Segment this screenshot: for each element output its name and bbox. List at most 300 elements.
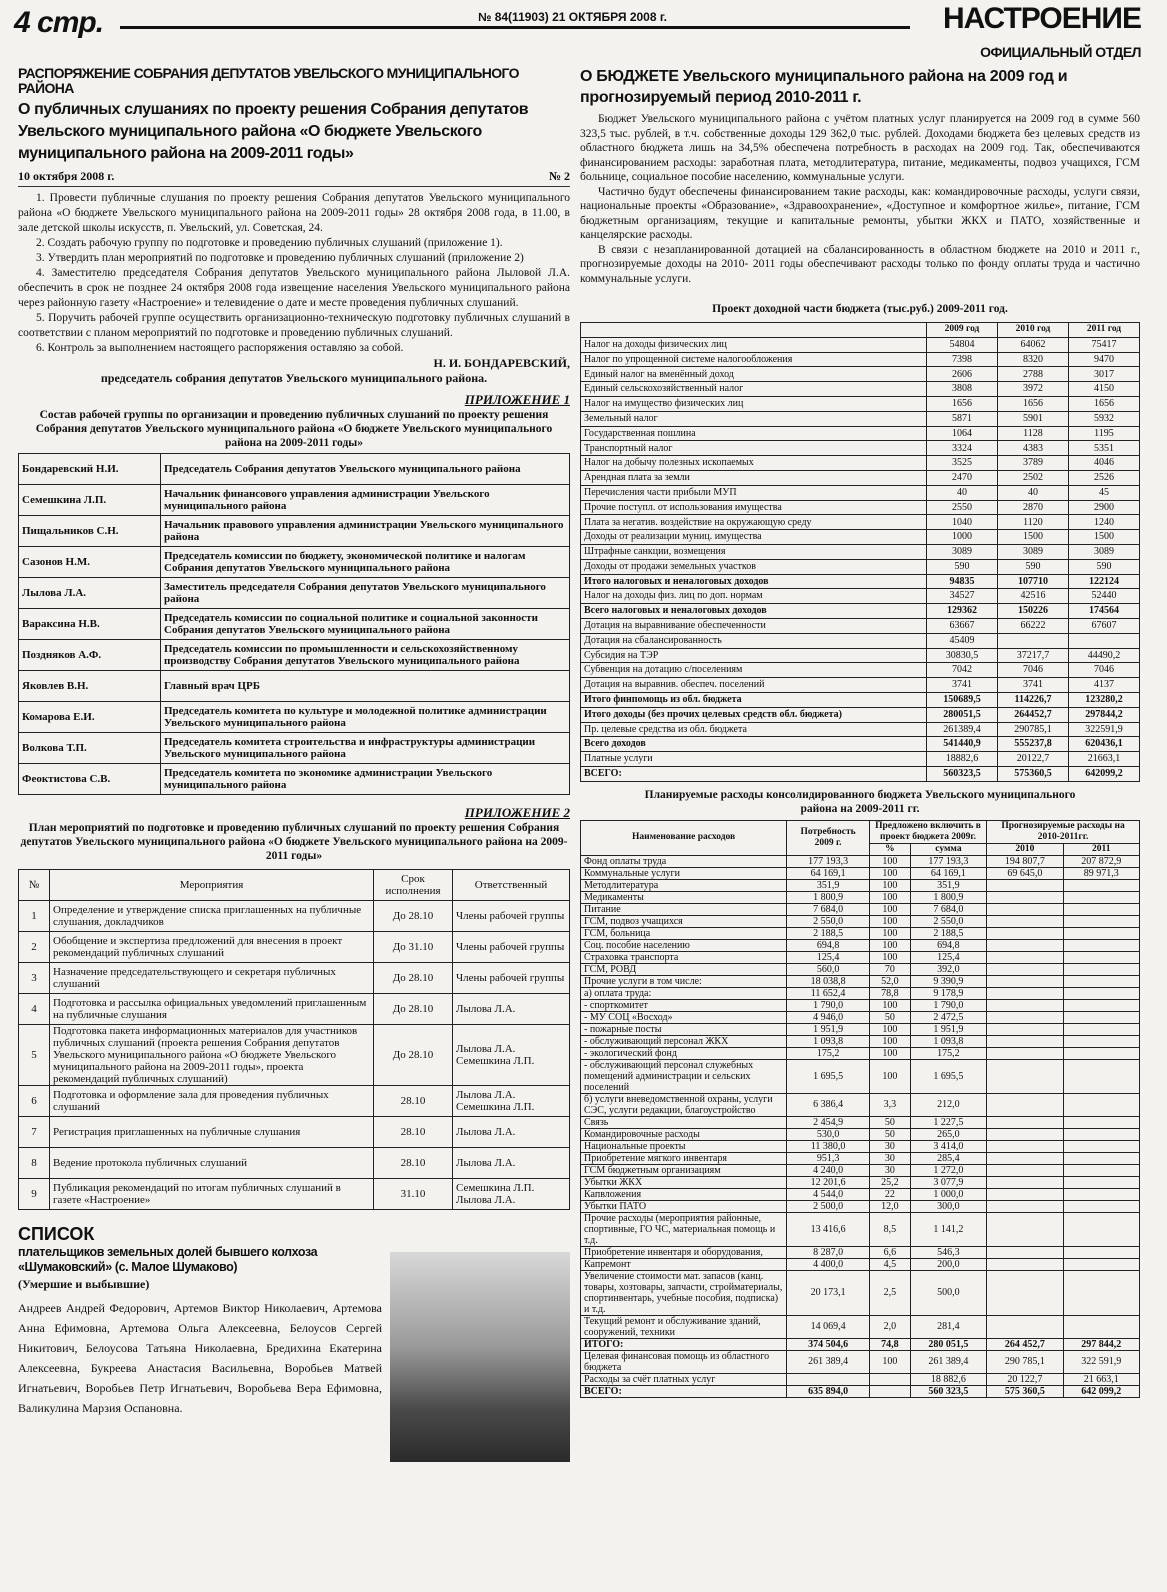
exp-pct: 70 — [869, 963, 910, 975]
exp-need: 4 544,0 — [787, 1188, 870, 1200]
exp-2010 — [987, 963, 1063, 975]
table-row — [581, 1188, 1140, 1200]
income-table — [580, 322, 1140, 782]
exp-need: 13 416,6 — [787, 1212, 870, 1246]
signer-name: Н. И. БОНДАРЕВСКИЙ, — [433, 356, 570, 370]
table-row — [581, 500, 1140, 515]
exp-need: 2 500,0 — [787, 1200, 870, 1212]
income-2010: 1120 — [998, 515, 1069, 530]
exp-pct: 2,0 — [869, 1315, 910, 1338]
income-2009: 3324 — [927, 441, 998, 456]
table-row — [581, 1047, 1140, 1059]
exp-sum: 1 951,9 — [910, 1023, 986, 1035]
exp-need: 560,0 — [787, 963, 870, 975]
income-item: Транспортный налог — [581, 441, 927, 456]
exp-2010 — [987, 1011, 1063, 1023]
table-row — [581, 915, 1140, 927]
income-2011: 2526 — [1069, 470, 1140, 485]
order-paragraph: 1. Провести публичные слушания по проекту решения Собрания депутатов Увельского муниципального района «О бюджете Увельского муниципального района на 2009-2011 годы» 28 октября 2008 года, в 11.00, в зале детской школы искусств, п. Увельский, ул. Советская, 24. — [18, 192, 570, 234]
exp-need: 1 093,8 — [787, 1035, 870, 1047]
exp-pct: 22 — [869, 1188, 910, 1200]
exp-need: 1 695,5 — [787, 1059, 870, 1093]
plan-event: Обобщение и экспертиза предложений для внесения в проект рекомендаций публичных слушаний — [50, 932, 374, 963]
exp-item: ГСМ, РОВД — [581, 963, 787, 975]
income-item: Налог по упрощенной системе налогообложения — [581, 352, 927, 367]
income-item: Пр. целевые средства из обл. бюджета — [581, 722, 927, 737]
exp-header-2010: 2010 — [987, 843, 1063, 855]
income-2009: 2550 — [927, 500, 998, 515]
income-item: Налог на доходы физических лиц — [581, 337, 927, 352]
income-2009: 3525 — [927, 456, 998, 471]
exp-sum: 64 169,1 — [910, 867, 986, 879]
plan-deadline: До 28.10 — [374, 963, 453, 994]
table-row — [581, 485, 1140, 500]
exp-header-2011: 2011 — [1063, 843, 1139, 855]
table-row — [581, 1315, 1140, 1338]
plan-header-num: № — [19, 870, 50, 901]
income-2011: 5932 — [1069, 411, 1140, 426]
exp-sum: 1 800,9 — [910, 891, 986, 903]
income-item: Единый сельскохозяйственный налог — [581, 382, 927, 397]
income-header-2010: 2010 год — [998, 323, 1069, 338]
exp-sum: 546,3 — [910, 1246, 986, 1258]
table-row — [581, 604, 1140, 619]
income-2010: 42516 — [998, 589, 1069, 604]
signer-title: председатель собрания депутатов Увельского муниципального района. — [100, 371, 488, 385]
exp-2011 — [1063, 987, 1139, 999]
income-2010: 64062 — [998, 337, 1069, 352]
table-row — [581, 589, 1140, 604]
plan-event: Публикация рекомендаций по итогам публичных слушаний в газете «Настроение» — [50, 1179, 374, 1210]
plan-num: 9 — [19, 1179, 50, 1210]
plan-event: Регистрация приглашенных на публичные слушания — [50, 1117, 374, 1148]
plan-responsible: Лылова Л.А. Семешкина Л.П. — [453, 1025, 570, 1086]
income-2009: 5871 — [927, 411, 998, 426]
plan-num: 5 — [19, 1025, 50, 1086]
exp-need: 1 951,9 — [787, 1023, 870, 1035]
exp-need: 11 380,0 — [787, 1140, 870, 1152]
table-row — [19, 932, 570, 963]
table-row — [581, 1011, 1140, 1023]
exp-pct: 100 — [869, 891, 910, 903]
exp-sum: 9 178,9 — [910, 987, 986, 999]
exp-pct: 52,0 — [869, 975, 910, 987]
member-name: Вараксина Н.В. — [19, 609, 161, 640]
income-2011: 1240 — [1069, 515, 1140, 530]
table-row — [581, 1116, 1140, 1128]
exp-item: Приобретение мягкого инвентаря — [581, 1152, 787, 1164]
exp-need: 8 287,0 — [787, 1246, 870, 1258]
exp-sum: 280 051,5 — [910, 1338, 986, 1350]
table-row — [581, 456, 1140, 471]
exp-2011 — [1063, 1047, 1139, 1059]
exp-2010: 194 807,7 — [987, 855, 1063, 867]
income-2011: 67607 — [1069, 618, 1140, 633]
budget-body — [580, 112, 1140, 286]
income-item: Субсидия на ТЭР — [581, 648, 927, 663]
table-row — [581, 903, 1140, 915]
exp-pct — [869, 1373, 910, 1385]
exp-need: 175,2 — [787, 1047, 870, 1059]
appendix1-title: Состав рабочей группы по организации и проведению публичных слушаний по проекту решения Собрания депутатов Увельского муниципального района «О бюджете Увельского муниципального района на 2009-2011 годы» — [35, 409, 553, 449]
income-2009: 54804 — [927, 337, 998, 352]
table-row — [19, 1179, 570, 1210]
income-2010: 264452,7 — [998, 707, 1069, 722]
income-item: Доходы от продажи земельных участков — [581, 559, 927, 574]
member-name: Феоктистова С.В. — [19, 764, 161, 795]
exp-2010 — [987, 927, 1063, 939]
income-2010: 40 — [998, 485, 1069, 500]
exp-item: Фонд оплаты труда — [581, 855, 787, 867]
exp-item: Капвложения — [581, 1188, 787, 1200]
exp-item: - пожарные посты — [581, 1023, 787, 1035]
exp-pct: 30 — [869, 1164, 910, 1176]
income-header-2011: 2011 год — [1069, 323, 1140, 338]
exp-item: Соц. пособие населению — [581, 939, 787, 951]
plan-deadline: 28.10 — [374, 1148, 453, 1179]
exp-2010 — [987, 1176, 1063, 1188]
table-row — [19, 1148, 570, 1179]
table-row — [581, 766, 1140, 781]
exp-pct: 100 — [869, 903, 910, 915]
income-2010: 114226,7 — [998, 692, 1069, 707]
income-2009: 2470 — [927, 470, 998, 485]
budget-title: О БЮДЖЕТЕ Увельского муниципального района на 2009 год и прогнозируемый период 2010-2011 г. — [580, 68, 1068, 106]
income-2011: 7046 — [1069, 663, 1140, 678]
exp-2011 — [1063, 1116, 1139, 1128]
masthead: НАСТРОЕНИЕ — [942, 2, 1141, 35]
right-column — [580, 66, 1140, 1588]
income-item: Субвенция на дотацию с/поселениям — [581, 663, 927, 678]
exp-sum: 694,8 — [910, 939, 986, 951]
budget-paragraph: В связи с незапланированной дотацией на сбалансированность в областном бюджете на 2010 и 2011 г., прогнозируемые доходы на 2010- 2011 годы обеспечивают расходы только по фонду оплаты труда и частично коммунальные услуги. — [580, 243, 1140, 285]
list-names: Андреев Андрей Федорович, Артемов Виктор Николаевич, Артемова Анна Ефимовна, Артемова Ольга Алексеевна, Белоусов Сергей Никитович, Белоусова Татьяна Николаевна, Бредихина Екатерина Алексеевна, Букреева Анастасия Васильевна, Воробьев Матвей Игнатьевич, Воробьев Петр Игнатьевич, Воробьева Вера Ефимовна, Валикулина Марзия Оспановна. — [18, 1301, 382, 1415]
income-2011: 3089 — [1069, 544, 1140, 559]
income-2009: 1656 — [927, 396, 998, 411]
exp-2010 — [987, 999, 1063, 1011]
exp-need: 177 193,3 — [787, 855, 870, 867]
exp-sum: 18 882,6 — [910, 1373, 986, 1385]
income-item: ВСЕГО: — [581, 766, 927, 781]
table-row — [581, 855, 1140, 867]
exp-2010 — [987, 915, 1063, 927]
page-header — [0, 0, 1167, 62]
exp-need: 125,4 — [787, 951, 870, 963]
exp-need: 20 173,1 — [787, 1270, 870, 1315]
income-2011: 4137 — [1069, 678, 1140, 693]
exp-item: Связь — [581, 1116, 787, 1128]
exp-item: Медикаменты — [581, 891, 787, 903]
exp-pct: 100 — [869, 855, 910, 867]
table-row — [581, 441, 1140, 456]
income-2011 — [1069, 633, 1140, 648]
exp-pct: 100 — [869, 1047, 910, 1059]
exp-item: - спорткомитет — [581, 999, 787, 1011]
exp-sum: 177 193,3 — [910, 855, 986, 867]
exp-2011 — [1063, 903, 1139, 915]
exp-2011: 642 099,2 — [1063, 1385, 1139, 1397]
income-item: Платные услуги — [581, 752, 927, 767]
expenses-title: Планируемые расходы консолидированного бюджета Увельского муниципального района на 2009-2011 гг. — [644, 788, 1076, 815]
exp-item: ИТОГО: — [581, 1338, 787, 1350]
order-body — [18, 191, 570, 356]
table-row — [19, 485, 570, 516]
income-2011: 21663,1 — [1069, 752, 1140, 767]
exp-pct: 100 — [869, 1023, 910, 1035]
plan-num: 7 — [19, 1117, 50, 1148]
exp-2010 — [987, 1164, 1063, 1176]
table-row — [19, 547, 570, 578]
exp-item: - МУ СОЦ «Восход» — [581, 1011, 787, 1023]
exp-2011 — [1063, 1315, 1139, 1338]
exp-sum: 175,2 — [910, 1047, 986, 1059]
income-2009: 3808 — [927, 382, 998, 397]
exp-pct: 74,8 — [869, 1338, 910, 1350]
expenses-table — [580, 820, 1140, 1398]
table-row — [581, 648, 1140, 663]
exp-2010 — [987, 1093, 1063, 1116]
income-item: Дотация на сбалансированность — [581, 633, 927, 648]
table-row — [581, 544, 1140, 559]
exp-2011 — [1063, 1200, 1139, 1212]
exp-sum: 1 227,5 — [910, 1116, 986, 1128]
exp-sum: 3 414,0 — [910, 1140, 986, 1152]
exp-2010 — [987, 903, 1063, 915]
table-row — [581, 1023, 1140, 1035]
exp-need: 2 454,9 — [787, 1116, 870, 1128]
member-position: Председатель Собрания депутатов Увельского муниципального района — [161, 454, 570, 485]
income-2011: 1656 — [1069, 396, 1140, 411]
exp-item: ВСЕГО: — [581, 1385, 787, 1397]
exp-pct: 100 — [869, 1059, 910, 1093]
table-row — [581, 1152, 1140, 1164]
exp-need: 2 550,0 — [787, 915, 870, 927]
income-2009: 129362 — [927, 604, 998, 619]
table-row — [581, 678, 1140, 693]
plan-table — [18, 869, 570, 1210]
exp-2010 — [987, 951, 1063, 963]
table-row — [581, 515, 1140, 530]
plan-num: 3 — [19, 963, 50, 994]
member-position: Начальник финансового управления администрации Увельского муниципального района — [161, 485, 570, 516]
order-paragraph: 6. Контроль за выполнением настоящего распоряжения оставляю за собой. — [36, 342, 404, 354]
exp-2010 — [987, 975, 1063, 987]
income-2010: 5901 — [998, 411, 1069, 426]
income-item: Прочие поступл. от использования имущества — [581, 500, 927, 515]
exp-2010 — [987, 1315, 1063, 1338]
exp-pct: 3,3 — [869, 1093, 910, 1116]
table-row — [19, 702, 570, 733]
income-2011: 642099,2 — [1069, 766, 1140, 781]
exp-2010 — [987, 1023, 1063, 1035]
exp-2010: 575 360,5 — [987, 1385, 1063, 1397]
exp-2011: 21 663,1 — [1063, 1373, 1139, 1385]
exp-pct: 50 — [869, 1116, 910, 1128]
income-header-2009: 2009 год — [927, 323, 998, 338]
left-column — [18, 66, 570, 1588]
exp-2011 — [1063, 1246, 1139, 1258]
exp-sum: 212,0 — [910, 1093, 986, 1116]
exp-2010 — [987, 879, 1063, 891]
income-2011: 590 — [1069, 559, 1140, 574]
order-paragraph: 4. Заместителю председателя Собрания депутатов Увельского муниципального района Лыловой Л.А. обеспечить в срок не позднее 24 октября 2008 года извещение населения Увельского муниципального района через районную газету «Настроение» и телевидение о дате и месте проведения публичных слушаний. — [18, 267, 570, 309]
plan-event: Определение и утверждение списка приглашенных на публичные слушания, докладчиков — [50, 901, 374, 932]
exp-need: 18 038,8 — [787, 975, 870, 987]
exp-pct: 30 — [869, 1140, 910, 1152]
income-2011: 1500 — [1069, 530, 1140, 545]
exp-pct — [869, 1385, 910, 1397]
table-row — [581, 1385, 1140, 1397]
exp-header-sum: сумма — [910, 843, 986, 855]
exp-2011 — [1063, 1212, 1139, 1246]
income-2009: 1000 — [927, 530, 998, 545]
table-row — [581, 1338, 1140, 1350]
order-number: № 2 — [548, 169, 570, 183]
table-row — [581, 1059, 1140, 1093]
table-row — [581, 382, 1140, 397]
exp-sum: 2 550,0 — [910, 915, 986, 927]
exp-2011 — [1063, 915, 1139, 927]
exp-2011 — [1063, 1093, 1139, 1116]
table-row — [581, 1350, 1140, 1373]
table-row — [581, 396, 1140, 411]
income-2009: 261389,4 — [927, 722, 998, 737]
exp-sum: 1 093,8 — [910, 1035, 986, 1047]
income-2010: 590 — [998, 559, 1069, 574]
exp-need: 11 652,4 — [787, 987, 870, 999]
table-row — [581, 987, 1140, 999]
plan-deadline: 31.10 — [374, 1179, 453, 1210]
table-row — [581, 1270, 1140, 1315]
appendix2-label: ПРИЛОЖЕНИЕ 2 — [464, 805, 570, 820]
exp-pct: 100 — [869, 915, 910, 927]
income-2009: 1064 — [927, 426, 998, 441]
exp-2010 — [987, 891, 1063, 903]
issue-info: № 84(11903) 21 ОКТЯБРЯ 2008 г. — [478, 10, 667, 24]
exp-2011 — [1063, 1270, 1139, 1315]
table-row — [581, 633, 1140, 648]
table-row — [581, 1093, 1140, 1116]
exp-sum: 7 684,0 — [910, 903, 986, 915]
exp-2011 — [1063, 963, 1139, 975]
income-2010: 1656 — [998, 396, 1069, 411]
table-row — [581, 530, 1140, 545]
exp-2011 — [1063, 1258, 1139, 1270]
income-item: Итого налоговых и неналоговых доходов — [581, 574, 927, 589]
income-2011: 75417 — [1069, 337, 1140, 352]
exp-sum: 3 077,9 — [910, 1176, 986, 1188]
income-2011: 5351 — [1069, 441, 1140, 456]
plan-responsible: Члены рабочей группы — [453, 901, 570, 932]
exp-need: 1 800,9 — [787, 891, 870, 903]
budget-paragraph: Частично будут обеспечены финансированием такие расходы, как: командировочные расходы, услуги связи, национальные проекты «Образование», «Здравоохранение», «Доступное и комфортное жилье», питание, ГСМ бюджетным организациям, текущие и капитальные ремонты, убытки ЖКХ и ПАТО, хозяйственные и канцелярские расходы. — [580, 185, 1140, 241]
exp-2010 — [987, 1152, 1063, 1164]
table-row — [19, 901, 570, 932]
table-row — [581, 752, 1140, 767]
income-item: Доходы от реализации муниц. имущества — [581, 530, 927, 545]
exp-sum: 2 472,5 — [910, 1011, 986, 1023]
income-2011: 322591,9 — [1069, 722, 1140, 737]
income-2010: 1128 — [998, 426, 1069, 441]
exp-need: 1 790,0 — [787, 999, 870, 1011]
exp-item: Методлитература — [581, 879, 787, 891]
exp-item: - экологический фонд — [581, 1047, 787, 1059]
table-row — [581, 411, 1140, 426]
exp-item: - обслуживающий персонал ЖКХ — [581, 1035, 787, 1047]
income-2010: 150226 — [998, 604, 1069, 619]
income-2010: 575360,5 — [998, 766, 1069, 781]
income-item: Итого финпомощь из обл. бюджета — [581, 692, 927, 707]
member-name: Пищальников С.Н. — [19, 516, 161, 547]
income-2010: 20122,7 — [998, 752, 1069, 767]
exp-2011: 207 872,9 — [1063, 855, 1139, 867]
exp-need: 14 069,4 — [787, 1315, 870, 1338]
table-row — [19, 1086, 570, 1117]
table-row — [19, 609, 570, 640]
plan-num: 8 — [19, 1148, 50, 1179]
exp-2011 — [1063, 1152, 1139, 1164]
exp-need: 351,9 — [787, 879, 870, 891]
income-2010: 7046 — [998, 663, 1069, 678]
plan-deadline: 28.10 — [374, 1117, 453, 1148]
exp-header-proposed: Предложено включить в проект бюджета 2009г. — [869, 820, 986, 843]
income-2009: 7398 — [927, 352, 998, 367]
exp-item: а) оплата труда: — [581, 987, 787, 999]
table-row — [581, 707, 1140, 722]
exp-pct: 2,5 — [869, 1270, 910, 1315]
list-note: (Умершие и выбывшие) — [18, 1277, 150, 1291]
income-item: Всего доходов — [581, 737, 927, 752]
exp-2011 — [1063, 1176, 1139, 1188]
table-row — [581, 927, 1140, 939]
exp-item: Национальные проекты — [581, 1140, 787, 1152]
table-row — [19, 671, 570, 702]
exp-sum: 1 790,0 — [910, 999, 986, 1011]
exp-pct: 100 — [869, 999, 910, 1011]
table-row — [581, 975, 1140, 987]
table-row — [581, 891, 1140, 903]
exp-sum: 1 695,5 — [910, 1059, 986, 1093]
exp-pct: 30 — [869, 1152, 910, 1164]
exp-need — [787, 1373, 870, 1385]
table-row — [581, 999, 1140, 1011]
exp-header-need: Потребность 2009 г. — [787, 820, 870, 855]
exp-sum: 1 272,0 — [910, 1164, 986, 1176]
exp-2011 — [1063, 1023, 1139, 1035]
table-row — [19, 733, 570, 764]
income-2011: 2900 — [1069, 500, 1140, 515]
income-2011: 122124 — [1069, 574, 1140, 589]
exp-item: Текущий ремонт и обслуживание зданий, сооружений, техники — [581, 1315, 787, 1338]
exp-item: ГСМ бюджетным организациям — [581, 1164, 787, 1176]
exp-2010 — [987, 1047, 1063, 1059]
exp-2010 — [987, 939, 1063, 951]
table-row — [581, 337, 1140, 352]
field-photo — [390, 1252, 570, 1462]
income-item: Арендная плата за земли — [581, 470, 927, 485]
order-date: 10 октября 2008 г. — [18, 169, 115, 183]
income-item: Плата за негатив. воздействие на окружающую среду — [581, 515, 927, 530]
income-2010: 8320 — [998, 352, 1069, 367]
member-name: Волкова Т.П. — [19, 733, 161, 764]
income-2010: 107710 — [998, 574, 1069, 589]
exp-item: Расходы за счёт платных услуг — [581, 1373, 787, 1385]
table-row — [581, 737, 1140, 752]
exp-2010: 290 785,1 — [987, 1350, 1063, 1373]
plan-responsible: Члены рабочей группы — [453, 963, 570, 994]
exp-sum: 265,0 — [910, 1128, 986, 1140]
income-2009: 94835 — [927, 574, 998, 589]
